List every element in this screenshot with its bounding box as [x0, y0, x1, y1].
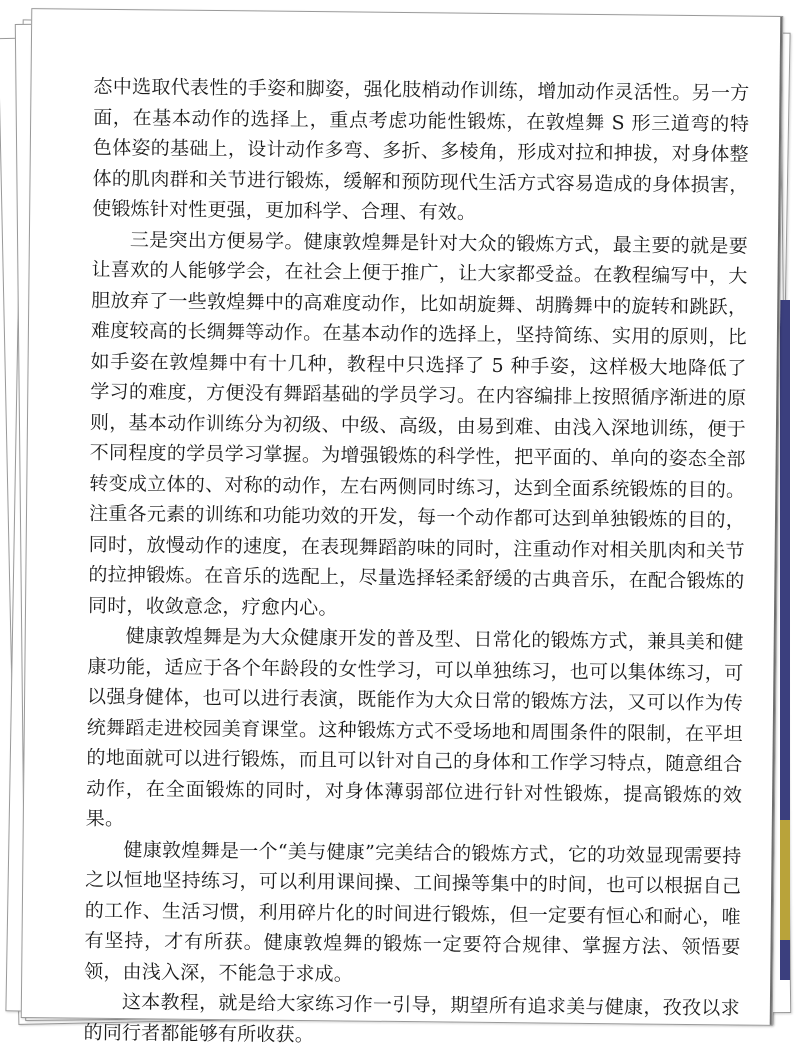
paragraph-3: 健康敦煌舞是为大众健康开发的普及型、日常化的锻炼方式，兼具美和健康功能，适应于各个年龄段的女性学习，可以单独练习，也可以集体练习，可以强身健体，也可以进行表演，既能作为大众日常的锻炼方法，又可以作为传统舞蹈走进校园美育课堂。这种锻炼方式不受场地和周围条件的限制，在平坦的地面就可以进行锻炼，而且可以针对自己的身体和工作学习特点，随意组合动作，在全面锻炼的同时，对身体薄弱部位进行针对性锻炼，提高锻炼的效果。	[85, 625, 744, 831]
paragraph-1: 态中选取代表性的手姿和脚姿，强化肢梢动作训练，增加动作灵活性。另一方面，在基本动作的选择上，重点考虑功能性锻炼，在敦煌舞 S 形三道弯的特色体姿的基础上，设计动作多弯、多折、多棱角，形成对拉和抻拔，对身体整体的肌肉群和关节进行锻炼，缓解和预防现代生活方式容易造成的身体损害，使锻炼针对性更强，更加科学、合理、有效。	[92, 75, 750, 224]
document-page	[21, 8, 784, 1046]
paragraph-4: 健康敦煌舞是一个“美与健康”完美结合的锻炼方式，它的功效显现需要持之以恒地坚持练习，可以利用课间操、工间操等集中的时间，也可以根据自己的工作、生活习惯，利用碎片化的时间进行锻炼，但一定要有恒心和耐心，唯有坚持，才有所获。健康敦煌舞的锻炼一定要符合规律、掌握方法、领悟要领，由浅入深，不能急于求成。	[84, 838, 742, 986]
body-text	[83, 72, 749, 1055]
paragraph-5: 这本教程，就是给大家练习作一引导，期望所有追求美与健康，孜孜以求的同行者都能够有所收获。	[83, 991, 740, 1046]
book-edge-strip	[780, 300, 790, 980]
book-edge-accent	[780, 820, 790, 940]
paragraph-2: 三是突出方便易学。健康敦煌舞是针对大众的锻炼方式，最主要的就是要让喜欢的人能够学会，在社会上便于推广，让大家都受益。在教程编写中，大胆放弃了一些敦煌舞中的高难度动作，比如胡旋舞、胡腾舞中的旋转和跳跃，难度较高的长绸舞等动作。在基本动作的选择上，坚持简练、实用的原则，比如手姿在敦煌舞中有十几种，教程中只选择了 5 种手姿，这样极大地降低了学习的难度，方便没有舞蹈基础的学员学习。在内容编排上按照循序渐进的原则，基本动作训练分为初级、中级、高级，由易到难、由浅入深地训练，便于不同程度的学员学习掌握。为增强锻炼的科学性，把平面的、单向的姿态全部转变成立体的、对称的动作，左右两侧同时练习，达到全面系统锻炼的目的。注重各元素的训练和功能功效的开发，每一个动作都可达到单独锻炼的目的，同时，放慢动作的速度，在表现舞蹈韵味的同时，注重动作对相关肌肉和关节的拉抻锻炼。在音乐的选配上，尽量选择轻柔舒缓的古典音乐，在配合锻炼的同时，收敛意念，疗愈内心。	[87, 228, 748, 619]
